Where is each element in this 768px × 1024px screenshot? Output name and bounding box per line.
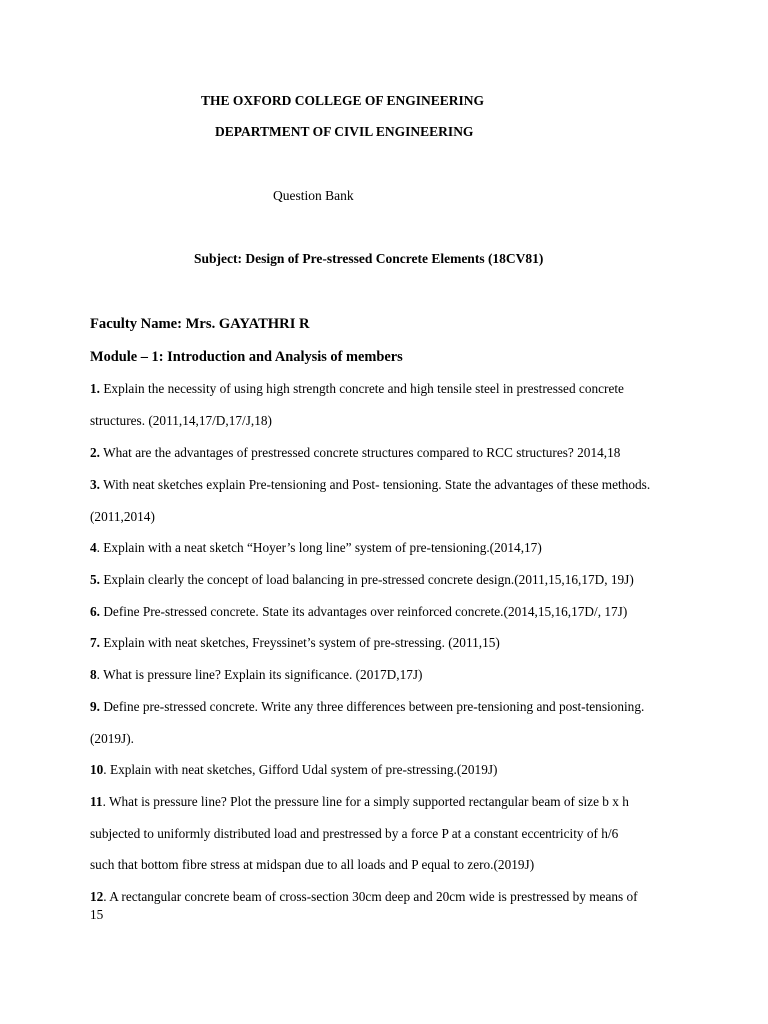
question-6 bbox=[90, 604, 627, 620]
question-8 bbox=[90, 667, 422, 683]
question-text: . Explain with a neat sketch “Hoyer’s long line” system of pre-tensioning.(2014,17) bbox=[96, 540, 542, 555]
question-1-cont bbox=[90, 413, 272, 429]
question-3-cont bbox=[90, 509, 155, 525]
question-1 bbox=[90, 381, 624, 397]
question-text: . What is pressure line? Explain its significance. (2017D,17J) bbox=[96, 667, 423, 682]
question-number: 2. bbox=[90, 445, 100, 460]
question-text: . What is pressure line? Plot the pressure line for a simply supported rectangular beam of size b x h bbox=[102, 794, 629, 809]
question-number: 3. bbox=[90, 477, 100, 492]
question-number: 11 bbox=[90, 794, 103, 809]
question-text: Explain the necessity of using high strength concrete and high tensile steel in prestressed concrete bbox=[103, 381, 624, 396]
department-name: DEPARTMENT OF CIVIL ENGINEERING bbox=[215, 124, 474, 139]
question-text: With neat sketches explain Pre-tensioning and Post- tensioning. State the advantages of these methods. bbox=[103, 477, 651, 492]
question-text: Define Pre-stressed concrete. State its advantages over reinforced concrete.(2014,15,16,17D/, 17J) bbox=[103, 604, 628, 619]
question-text: Explain with neat sketches, Freyssinet’s system of pre-stressing. (2011,15) bbox=[103, 635, 500, 650]
question-number: 4 bbox=[90, 540, 97, 555]
question-number: 5. bbox=[90, 572, 100, 587]
question-12-cont bbox=[90, 907, 103, 923]
question-number: 7. bbox=[90, 635, 100, 650]
question-text: structures. (2011,14,17/D,17/J,18) bbox=[90, 413, 272, 428]
question-2 bbox=[90, 445, 620, 461]
college-name: THE OXFORD COLLEGE OF ENGINEERING bbox=[201, 93, 485, 108]
question-7 bbox=[90, 635, 500, 651]
question-text: 15 bbox=[90, 907, 104, 922]
question-5 bbox=[90, 572, 634, 588]
question-11 bbox=[90, 794, 629, 810]
question-9 bbox=[90, 699, 644, 715]
question-text: . Explain with neat sketches, Gifford Udal system of pre-stressing.(2019J) bbox=[103, 762, 498, 777]
question-number: 10 bbox=[90, 762, 104, 777]
question-11-cont-1 bbox=[90, 826, 618, 842]
question-text: What are the advantages of prestressed concrete structures compared to RCC structures? 2014,18 bbox=[103, 445, 621, 460]
question-3 bbox=[90, 477, 650, 493]
question-4 bbox=[90, 540, 542, 556]
question-11-cont-2 bbox=[90, 857, 534, 873]
faculty-name: Faculty Name: Mrs. GAYATHRI R bbox=[90, 316, 310, 332]
question-10 bbox=[90, 762, 497, 778]
question-text: such that bottom fibre stress at midspan due to all loads and P equal to zero.(2019J) bbox=[90, 857, 535, 872]
question-number: 12 bbox=[90, 889, 104, 904]
question-text: Define pre-stressed concrete. Write any three differences between pre-tensioning and post-tensioning. bbox=[103, 699, 645, 714]
question-number: 8 bbox=[90, 667, 97, 682]
question-text: subjected to uniformly distributed load and prestressed by a force P at a constant eccentricity of h/6 bbox=[90, 826, 619, 841]
question-9-cont bbox=[90, 731, 134, 747]
question-text: (2011,2014) bbox=[90, 509, 155, 524]
question-12 bbox=[90, 889, 638, 905]
doc-type: Question Bank bbox=[273, 188, 354, 203]
question-text: Explain clearly the concept of load balancing in pre-stressed concrete design.(2011,15,16,17D, 19J) bbox=[103, 572, 634, 587]
question-text: (2019J). bbox=[90, 731, 134, 746]
question-number: 6. bbox=[90, 604, 100, 619]
module-heading: Module – 1: Introduction and Analysis of members bbox=[90, 349, 403, 365]
question-text: . A rectangular concrete beam of cross-section 30cm deep and 20cm wide is prestressed by means of bbox=[103, 889, 638, 904]
subject-title: Subject: Design of Pre-stressed Concrete Elements (18CV81) bbox=[194, 251, 544, 266]
question-number: 9. bbox=[90, 699, 100, 714]
question-number: 1. bbox=[90, 381, 100, 396]
